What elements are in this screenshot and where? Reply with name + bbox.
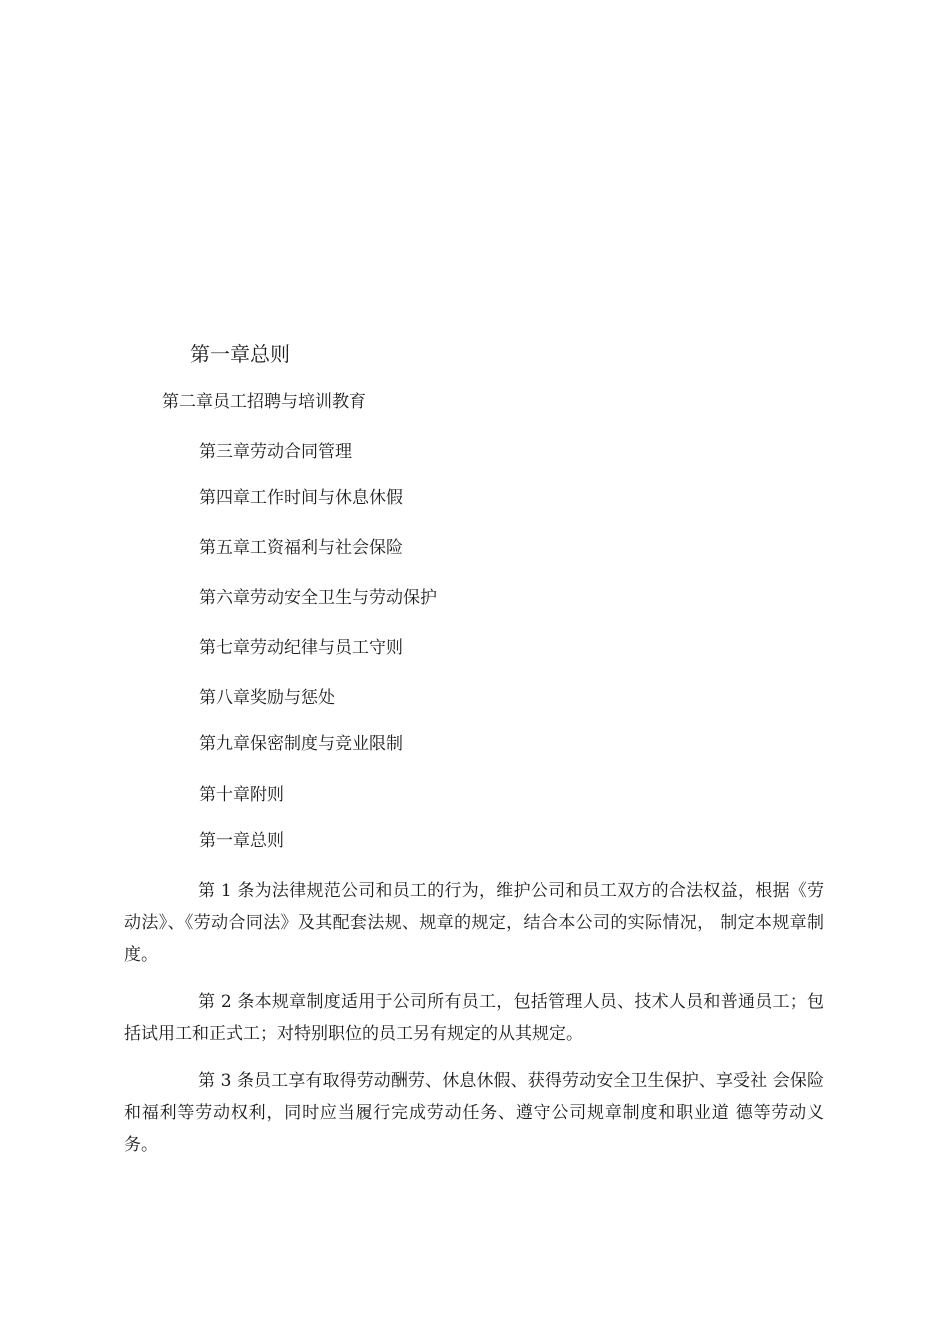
article-1: 第 1 条为法律规范公司和员工的行为，维护公司和员工双方的合法权益，根据《劳动法》、《劳动合同法》及其配套法规、规章的规定，结合本公司的实际情况， 制定本规章制度。 — [124, 881, 824, 965]
article-2: 第 2 条本规章制度适用于公司所有员工，包括管理人员、技术人员和普通员工；包括试用工和正式工；对特别职位的员工另有规定的从其规定。 — [124, 992, 824, 1044]
toc-item-chapter-7: 第七章劳动纪律与员工守则 — [199, 638, 403, 658]
section-heading: 第一章总则 — [199, 831, 284, 851]
toc-item-chapter-9: 第九章保密制度与竞业限制 — [199, 734, 403, 754]
toc-item-chapter-4: 第四章工作时间与休息休假 — [199, 488, 403, 508]
toc-item-chapter-10: 第十章附则 — [199, 785, 284, 805]
chapter-title: 第一章总则 — [190, 342, 290, 366]
article-3: 第 3 条员工享有取得劳动酬劳、休息休假、获得劳动安全卫生保护、享受社 会保险和福利等劳动权利，同时应当履行完成劳动任务、遵守公司规章制度和职业道 德等劳动义务。 — [124, 1071, 824, 1155]
toc-item-chapter-2: 第二章员工招聘与培训教育 — [162, 392, 366, 412]
toc-item-chapter-5: 第五章工资福利与社会保险 — [199, 538, 403, 558]
toc-item-chapter-6: 第六章劳动安全卫生与劳动保护 — [199, 588, 437, 608]
toc-item-chapter-3: 第三章劳动合同管理 — [199, 442, 352, 462]
toc-item-chapter-8: 第八章奖励与惩处 — [199, 688, 335, 708]
